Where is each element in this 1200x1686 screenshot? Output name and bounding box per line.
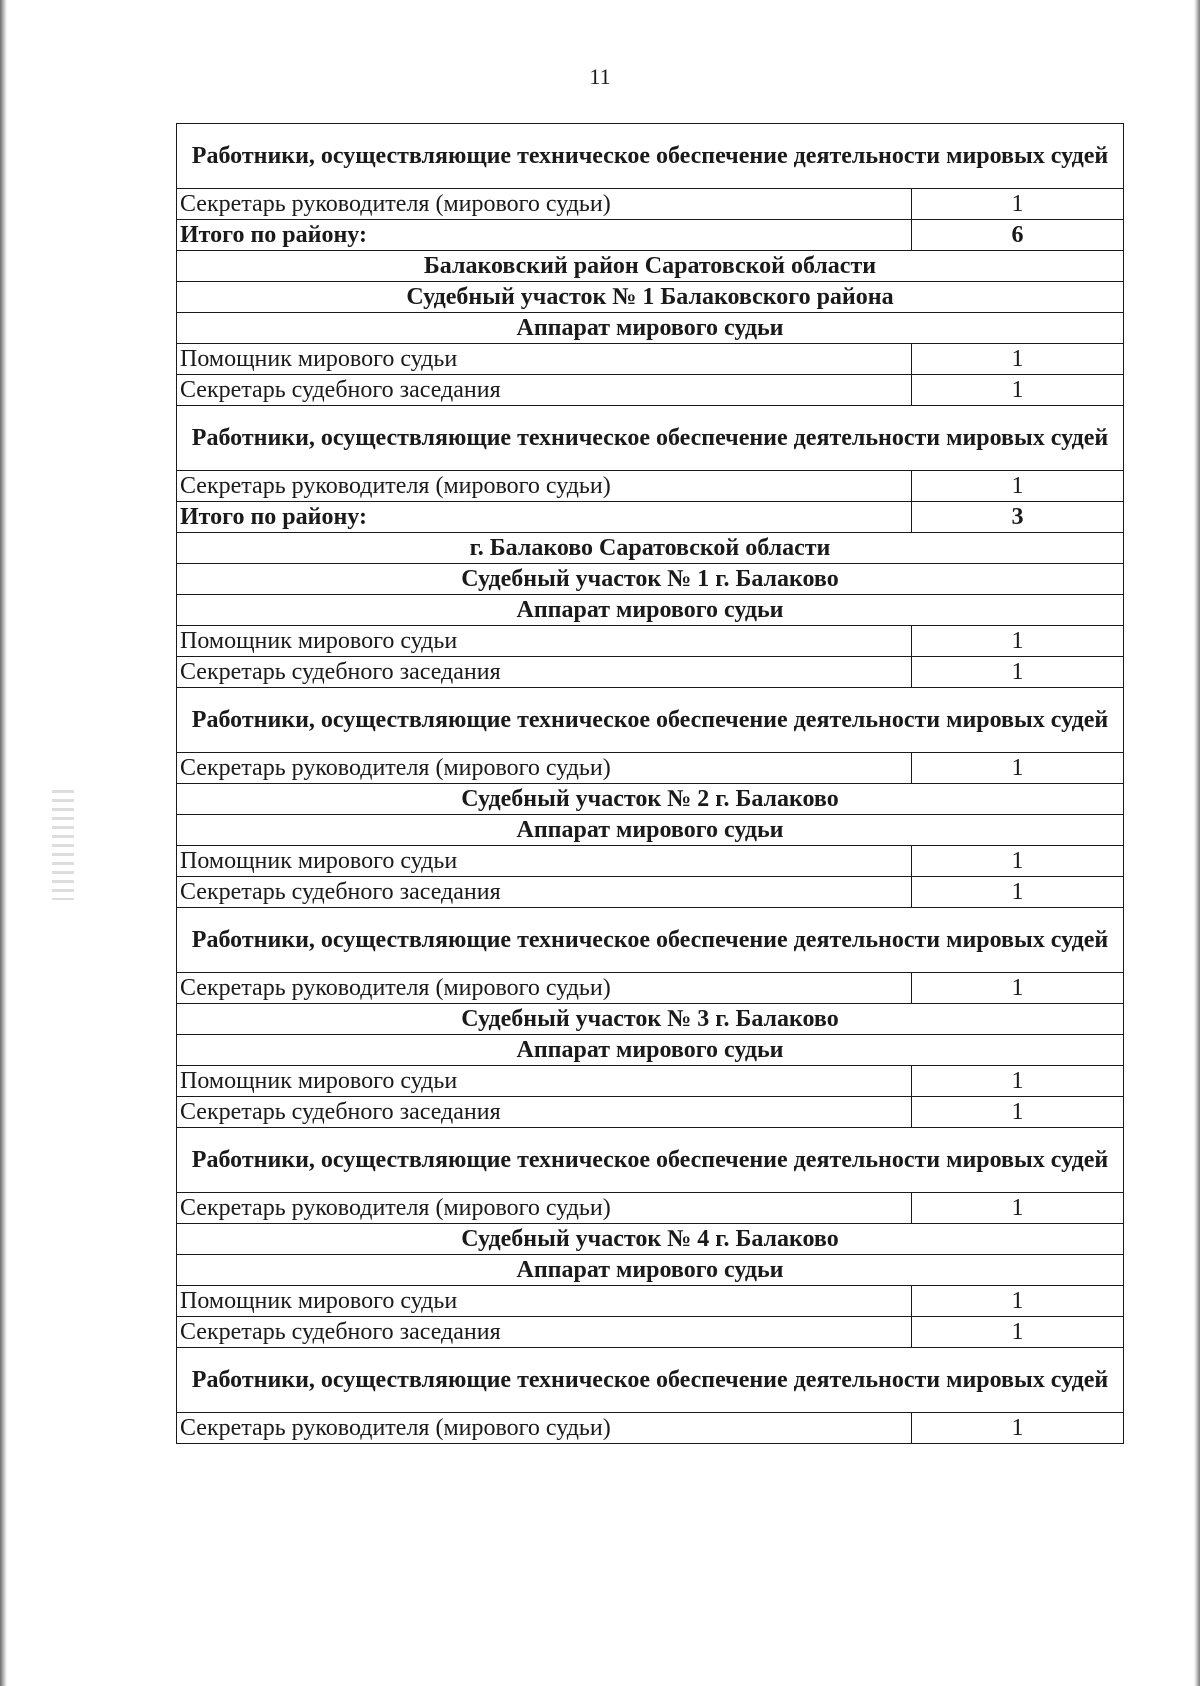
position-name: Помощник мирового судьи <box>177 626 912 657</box>
position-row <box>177 1066 1124 1097</box>
position-row <box>177 1317 1124 1348</box>
scan-artifact <box>52 790 74 900</box>
total-label: Итого по району: <box>177 220 912 251</box>
section-row <box>177 815 1124 846</box>
position-row <box>177 471 1124 502</box>
section-heading: Аппарат мирового судьи <box>177 595 1124 626</box>
position-row <box>177 753 1124 784</box>
section-row <box>177 688 1124 753</box>
position-row <box>177 1413 1124 1444</box>
section-row <box>177 564 1124 595</box>
section-row <box>177 124 1124 189</box>
position-name: Секретарь руководителя (мирового судьи) <box>177 189 912 220</box>
total-value: 6 <box>912 220 1124 251</box>
position-name: Секретарь судебного заседания <box>177 657 912 688</box>
position-count: 1 <box>912 1097 1124 1128</box>
section-heading: Судебный участок № 1 Балаковского района <box>177 282 1124 313</box>
position-row <box>177 375 1124 406</box>
position-row <box>177 973 1124 1004</box>
section-row <box>177 1004 1124 1035</box>
position-name: Секретарь руководителя (мирового судьи) <box>177 1413 912 1444</box>
position-name: Помощник мирового судьи <box>177 846 912 877</box>
page-number: 11 <box>589 64 611 89</box>
position-count: 1 <box>912 1413 1124 1444</box>
position-row <box>177 1286 1124 1317</box>
position-row <box>177 846 1124 877</box>
section-heading: Судебный участок № 2 г. Балаково <box>177 784 1124 815</box>
position-count: 1 <box>912 753 1124 784</box>
position-name: Секретарь судебного заседания <box>177 877 912 908</box>
total-label: Итого по району: <box>177 502 912 533</box>
section-heading: Аппарат мирового судьи <box>177 1035 1124 1066</box>
position-count: 1 <box>912 471 1124 502</box>
section-heading: Судебный участок № 1 г. Балаково <box>177 564 1124 595</box>
position-row <box>177 189 1124 220</box>
section-row <box>177 595 1124 626</box>
position-row <box>177 626 1124 657</box>
section-heading: Судебный участок № 4 г. Балаково <box>177 1224 1124 1255</box>
section-row <box>177 406 1124 471</box>
section-row <box>177 1035 1124 1066</box>
position-name: Помощник мирового судьи <box>177 1066 912 1097</box>
position-row <box>177 1097 1124 1128</box>
position-row <box>177 877 1124 908</box>
position-count: 1 <box>912 1193 1124 1224</box>
section-heading: Работники, осуществляющие техническое обеспечение деятельности мировых судей <box>177 406 1124 471</box>
section-heading: Аппарат мирового судьи <box>177 1255 1124 1286</box>
section-row <box>177 1224 1124 1255</box>
total-row <box>177 502 1124 533</box>
position-count: 1 <box>912 375 1124 406</box>
section-row <box>177 1348 1124 1413</box>
position-count: 1 <box>912 1317 1124 1348</box>
position-row <box>177 344 1124 375</box>
position-count: 1 <box>912 877 1124 908</box>
position-count: 1 <box>912 973 1124 1004</box>
section-row <box>177 251 1124 282</box>
position-name: Секретарь руководителя (мирового судьи) <box>177 471 912 502</box>
section-heading: Работники, осуществляющие техническое обеспечение деятельности мировых судей <box>177 124 1124 189</box>
section-heading: Аппарат мирового судьи <box>177 815 1124 846</box>
total-row <box>177 220 1124 251</box>
staff-table-body <box>177 124 1124 1444</box>
position-row <box>177 657 1124 688</box>
position-name: Секретарь руководителя (мирового судьи) <box>177 753 912 784</box>
total-value: 3 <box>912 502 1124 533</box>
position-count: 1 <box>912 626 1124 657</box>
section-row <box>177 533 1124 564</box>
position-name: Секретарь руководителя (мирового судьи) <box>177 973 912 1004</box>
section-heading: Аппарат мирового судьи <box>177 313 1124 344</box>
section-row <box>177 784 1124 815</box>
section-row <box>177 1128 1124 1193</box>
section-heading: г. Балаково Саратовской области <box>177 533 1124 564</box>
section-heading: Работники, осуществляющие техническое обеспечение деятельности мировых судей <box>177 1128 1124 1193</box>
section-heading: Работники, осуществляющие техническое обеспечение деятельности мировых судей <box>177 688 1124 753</box>
staff-table <box>176 123 1124 1444</box>
section-row <box>177 1255 1124 1286</box>
section-heading: Балаковский район Саратовской области <box>177 251 1124 282</box>
position-row <box>177 1193 1124 1224</box>
position-name: Секретарь судебного заседания <box>177 375 912 406</box>
position-name: Помощник мирового судьи <box>177 1286 912 1317</box>
position-name: Секретарь руководителя (мирового судьи) <box>177 1193 912 1224</box>
position-count: 1 <box>912 189 1124 220</box>
section-heading: Работники, осуществляющие техническое обеспечение деятельности мировых судей <box>177 908 1124 973</box>
section-row <box>177 313 1124 344</box>
position-name: Секретарь судебного заседания <box>177 1317 912 1348</box>
scan-edge-right <box>1194 0 1200 1686</box>
section-heading: Работники, осуществляющие техническое обеспечение деятельности мировых судей <box>177 1348 1124 1413</box>
position-count: 1 <box>912 344 1124 375</box>
position-name: Помощник мирового судьи <box>177 344 912 375</box>
section-row <box>177 282 1124 313</box>
position-count: 1 <box>912 1286 1124 1317</box>
section-row <box>177 908 1124 973</box>
scan-edge-left <box>0 0 7 1686</box>
position-name: Секретарь судебного заседания <box>177 1097 912 1128</box>
position-count: 1 <box>912 657 1124 688</box>
section-heading: Судебный участок № 3 г. Балаково <box>177 1004 1124 1035</box>
position-count: 1 <box>912 1066 1124 1097</box>
position-count: 1 <box>912 846 1124 877</box>
